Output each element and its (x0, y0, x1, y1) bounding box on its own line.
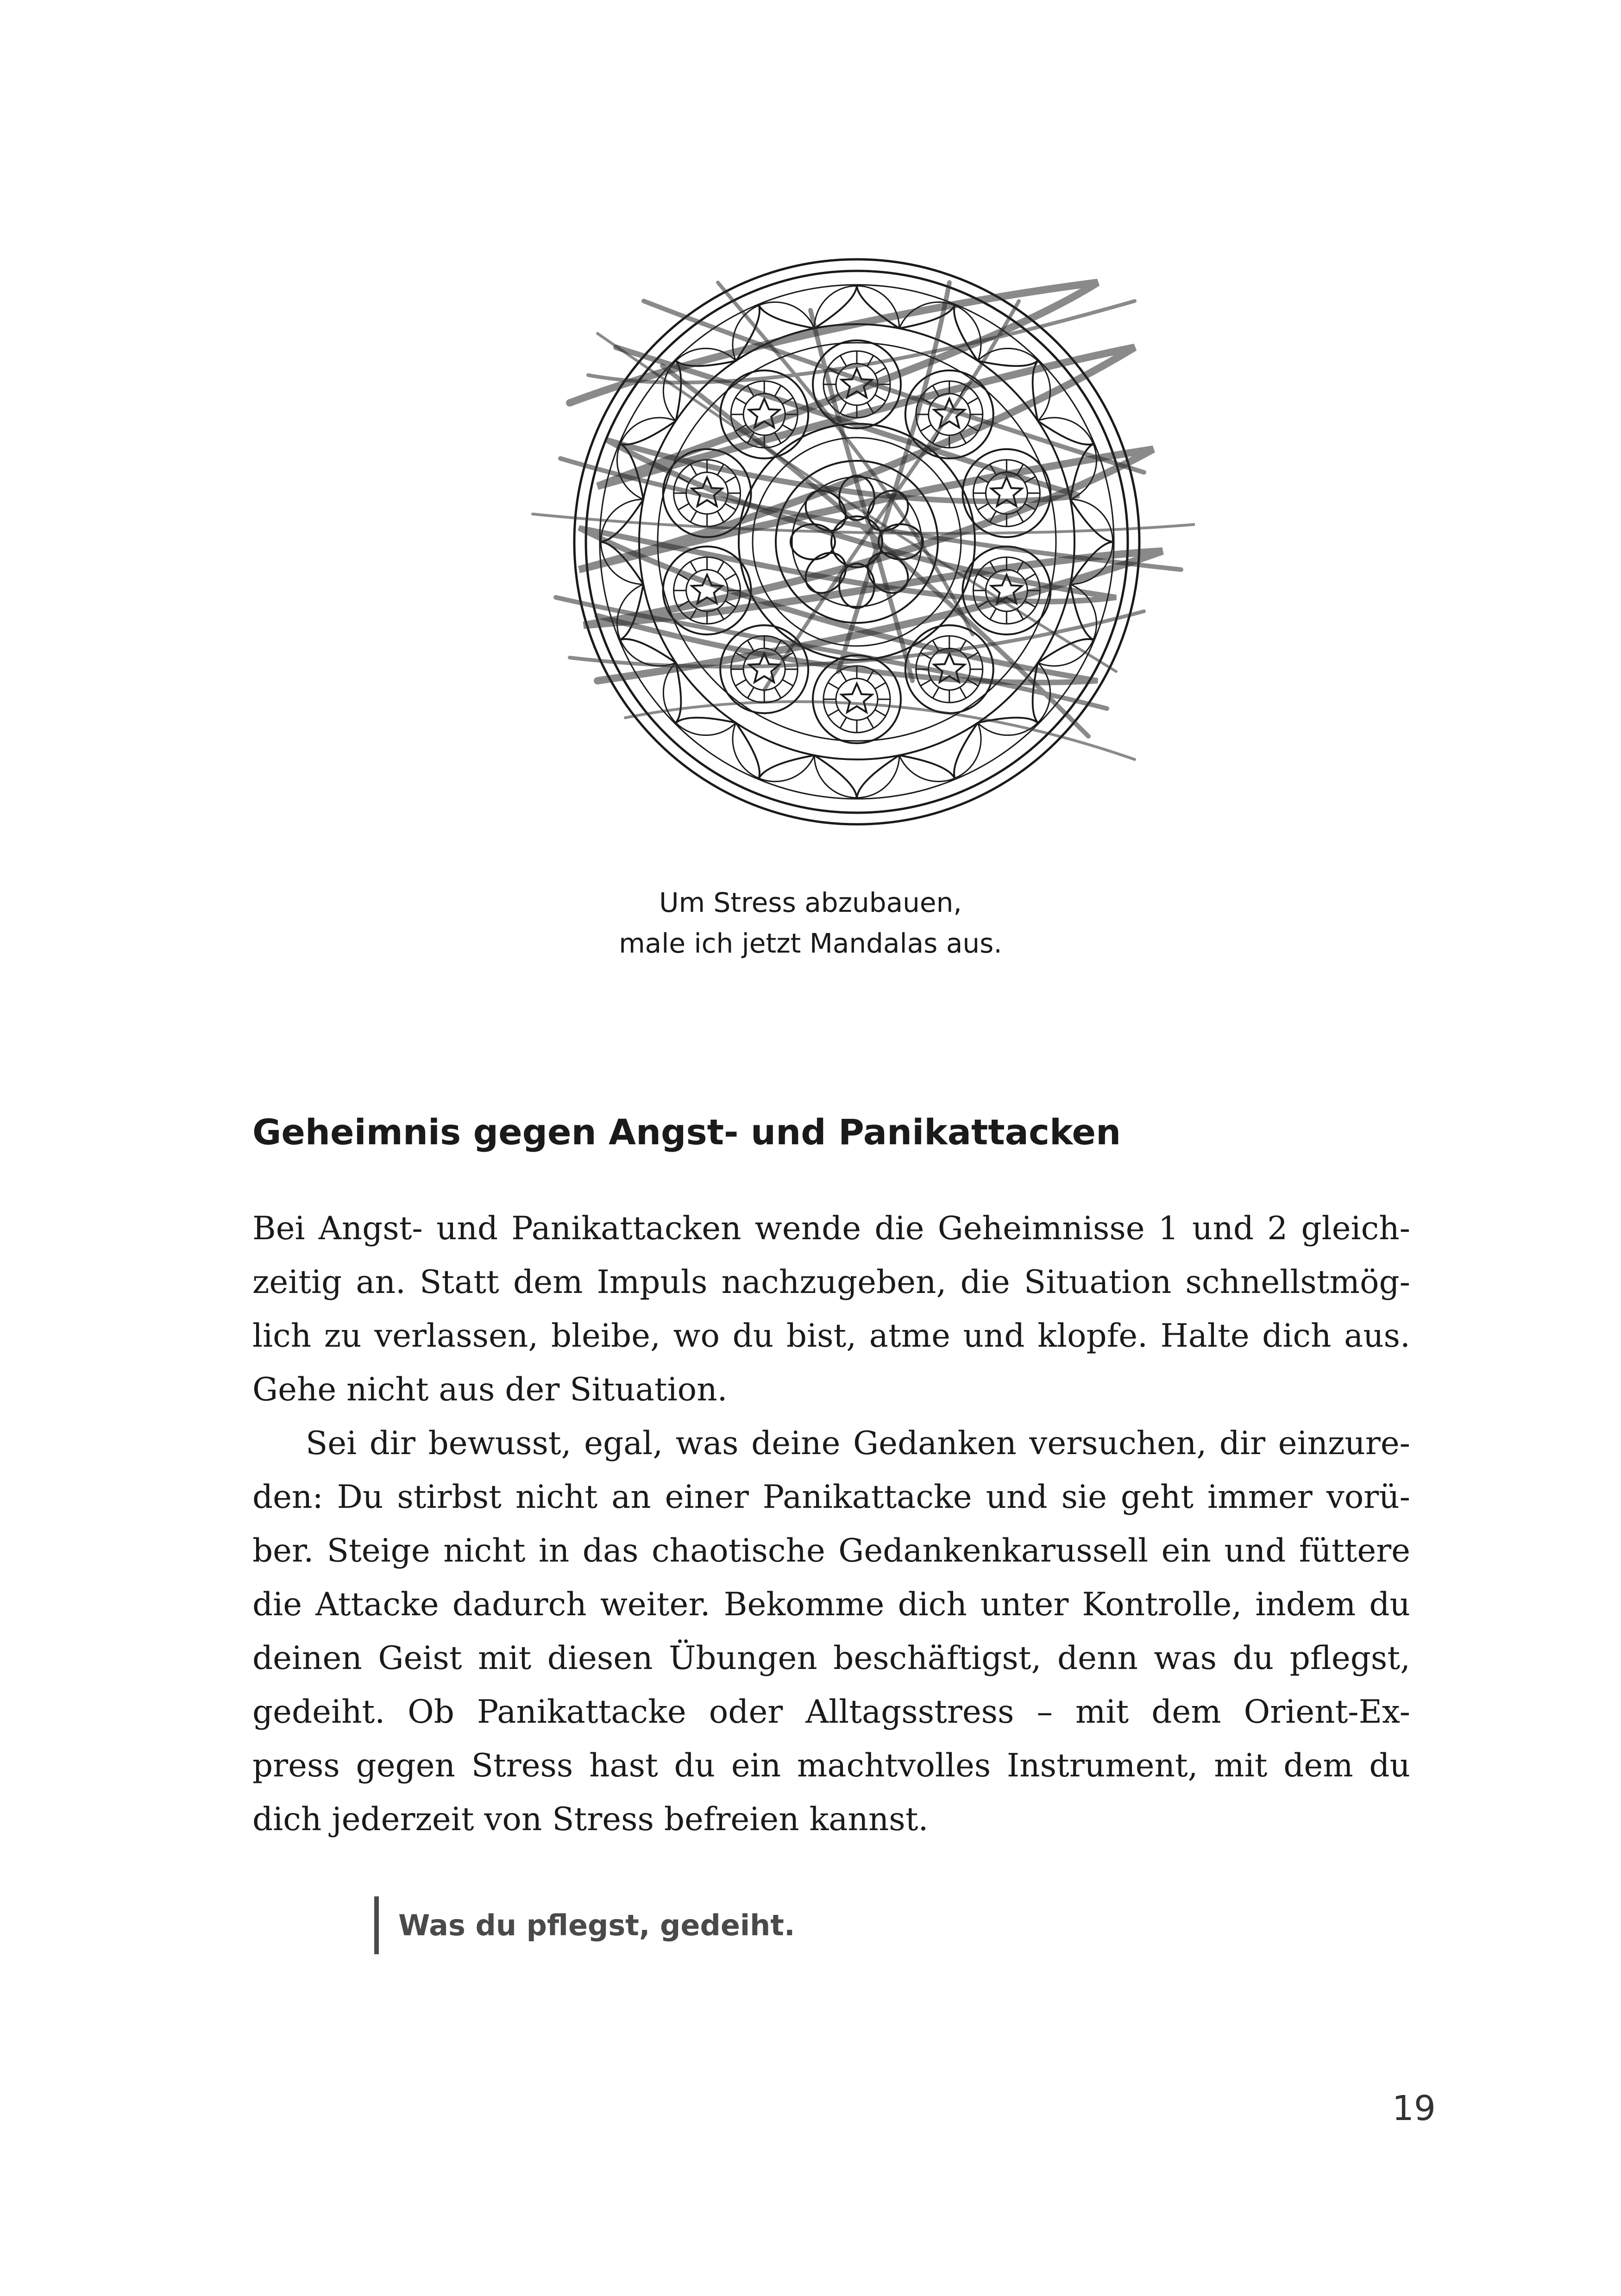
text-line: die Attacke dadurch weiter. Bekomme dich unter Kontrolle, indem du (252, 1586, 1410, 1623)
section-heading: Geheimnis gegen Angst- und Panikattacken (252, 1111, 1121, 1153)
caption-line: male ich jetzt Mandalas aus. (619, 928, 1002, 959)
mandala-illustration (519, 222, 1195, 861)
text-line: gedeiht. Ob Panikattacke oder Alltagsstress – mit dem Orient-Ex- (252, 1694, 1410, 1731)
text-line: Bei Angst- und Panikattacken wende die Geheimnisse 1 und 2 gleich- (252, 1210, 1410, 1247)
page-number: 19 (1392, 2089, 1436, 2128)
text-line: deinen Geist mit diesen Übungen beschäftigst, denn was du pflegst, (252, 1640, 1410, 1677)
text-line: lich zu verlassen, bleibe, wo du bist, atme und klopfe. Halte dich aus. (252, 1317, 1410, 1355)
text-line: dich jederzeit von Stress befreien kannst. (252, 1801, 929, 1838)
paragraph-1 (252, 1202, 1410, 1417)
paragraph-2 (252, 1417, 1410, 1846)
pull-quote (374, 1896, 795, 1954)
text-line: den: Du stirbst nicht an einer Panikattacke und sie geht immer vorü- (252, 1479, 1410, 1516)
text-line: zeitig an. Statt dem Impuls nachzugeben, die Situation schnellstmög- (252, 1264, 1410, 1301)
caption-line: Um Stress abzubauen, (659, 887, 962, 918)
scribble-icon (533, 282, 1195, 759)
text-line: Sei dir bewusst, egal, was deine Gedanken versuchen, dir einzure- (306, 1425, 1410, 1462)
text-line: ber. Steige nicht in das chaotische Gedankenkarussell ein und füttere (252, 1532, 1410, 1569)
pull-quote-text: Was du pflegst, gedeiht. (398, 1908, 795, 1942)
figure-caption (463, 882, 1158, 964)
text-line: Gehe nicht aus der Situation. (252, 1371, 728, 1408)
body-text (252, 1202, 1410, 1846)
text-line: press gegen Stress hast du ein machtvolles Instrument, mit dem du (252, 1747, 1410, 1784)
